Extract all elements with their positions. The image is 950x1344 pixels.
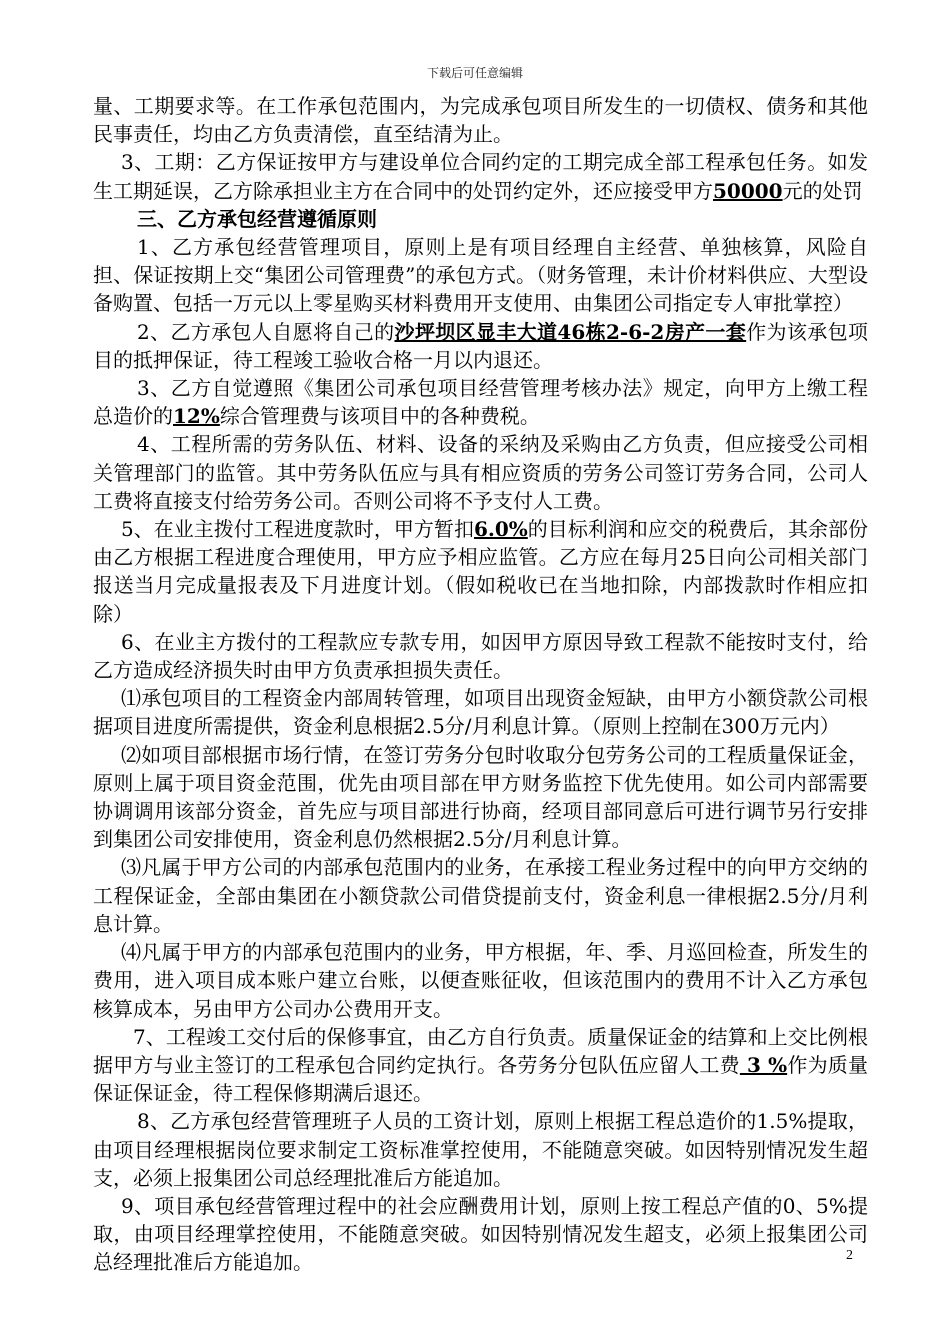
paragraph-text: 元的处罚 [782, 178, 863, 203]
underlined-value: 12% [173, 404, 220, 429]
paragraph-text: 3、工期：乙方保证按甲方与建设单位合同约定的工期完成全部工程承包任务。如发生工期延误，乙方除承担业主方在合同中的处罚约定外，还应接受甲方 [93, 150, 868, 203]
paragraph-text: 7、工程竣工交付后的保修事宜，由乙方自行负责。质量保证金的结算和上交比例根据甲方与业主签订的工程承包合同约定执行。各劳务分包队伍应留人工费 [93, 1024, 868, 1077]
underlined-value: 6.0% [473, 517, 528, 542]
paragraph-text: 3、乙方自觉遵照《集团公司承包项目经营管理考核办法》规定，向甲方上缴工程总造价的 [93, 376, 868, 429]
paragraph-text: 作为该承包项目的抵押保证，待工程竣工验收合格一月以内退还。 [93, 319, 868, 372]
document-body [93, 92, 868, 1277]
paragraph: 9、项目承包经营管理过程中的社会应酬费用计划，原则上按工程总产值的0、5%提取，由项目经理掌控使用，不能随意突破。如因特别情况发生超支，必须上报集团公司总经理批准后方能追加。 [93, 1193, 868, 1275]
underlined-value: 3 % [739, 1052, 788, 1077]
page-header: 下载后可任意编辑 [426, 66, 523, 80]
page-number: 2 [846, 1248, 853, 1263]
paragraph [93, 374, 868, 430]
section-heading: 三、乙方承包经营遵循原则 [137, 206, 377, 231]
paragraph [93, 148, 868, 204]
paragraph: 4、工程所需的劳务队伍、材料、设备的采纳及采购由乙方负责，但应接受公司相关管理部门的监管。其中劳务队伍应与具有相应资质的劳务公司签订劳务合同，公司人工费将直接支付给劳务公司。否则公司将不予支付人工费。 [93, 432, 868, 513]
paragraph-text: 的目标利润和应交的税费后，其余部份由乙方根据工程进度合理使用，甲方应予相应监管。乙方应在每月25日向公司相关部门报送当月完成量报表及下月进度计划。（假如税收已在当地扣除，内部拨款时作相应扣除） [93, 517, 869, 626]
paragraph [93, 515, 868, 628]
paragraph: ⑷凡属于甲方的内部承包范围内的业务，甲方根据，年、季、月巡回检查，所发生的费用，进入项目成本账户建立台账，以便查账征收，但该范围内的费用不计入乙方承包核算成本，另由甲方公司办公费用开支。 [93, 940, 868, 1021]
paragraph: 8、乙方承包经营管理班子人员的工资计划，原则上根据工程总造价的1.5%提取，由项目经理根据岗位要求制定工资标准掌控使用，不能随意突破。如因特别情况发生超支，必须上报集团公司总经理批准后方能追加。 [93, 1109, 868, 1190]
underlined-value: 50000 [713, 178, 783, 203]
paragraph-text: 5、在业主拨付工程进度款时，甲方暂扣 [121, 517, 474, 542]
paragraph-text: 综合管理费与该项目中的各种费税。 [219, 404, 540, 429]
paragraph: 量、工期要求等。在工作承包范围内，为完成承包项目所发生的一切债权、债务和其他民事责任，均由乙方负责清偿，直至结清为止。 [93, 94, 868, 147]
underlined-value: 沙坪坝区显丰大道46栋2-6-2房产一套 [394, 319, 747, 344]
paragraph: ⑴承包项目的工程资金内部周转管理，如项目出现资金短缺，由甲方小额贷款公司根据项目进度所需提供，资金利息根据2.5分/月利息计算。（原则上控制在300万元内） [93, 686, 868, 739]
paragraph [93, 318, 868, 374]
paragraph-text: 作为质量保证保证金，待工程保修期满后退还。 [93, 1052, 868, 1106]
paragraph-text: 2、乙方承包人自愿将自己的 [137, 319, 395, 344]
paragraph: 6、在业主方拨付的工程款应专款专用，如因甲方原因导致工程款不能按时支付，给乙方造成经济损失时由甲方负责承担损失责任。 [93, 629, 868, 683]
paragraph: ⑶凡属于甲方公司的内部承包范围内的业务，在承接工程业务过程中的向甲方交纳的工程保证金，全部由集团在小额贷款公司借贷提前支付，资金利息一律根据2.5分/月利息计算。 [93, 855, 868, 936]
paragraph [93, 1023, 868, 1108]
paragraph: ⑵如项目部根据市场行情，在签订劳务分包时收取分包劳务公司的工程质量保证金，原则上属于项目资金范围，优先由项目部在甲方财务监控下优先使用。如公司内部需要协调调用该部分资金，首先应与项目部进行协商，经项目部同意后可进行调节另行安排到集团公司安排使用，资金利息仍然根据2.5分/月利息计算。 [93, 742, 868, 852]
paragraph: 1、乙方承包经营管理项目，原则上是有项目经理自主经营、单独核算，风险自担、保证按期上交“集团公司管理费”的承包方式。（财务管理，未计价材料供应、大型设备购置、包括一万元以上零星购买材料费用开支使用、由集团公司指定专人审批掌控） [93, 235, 868, 316]
